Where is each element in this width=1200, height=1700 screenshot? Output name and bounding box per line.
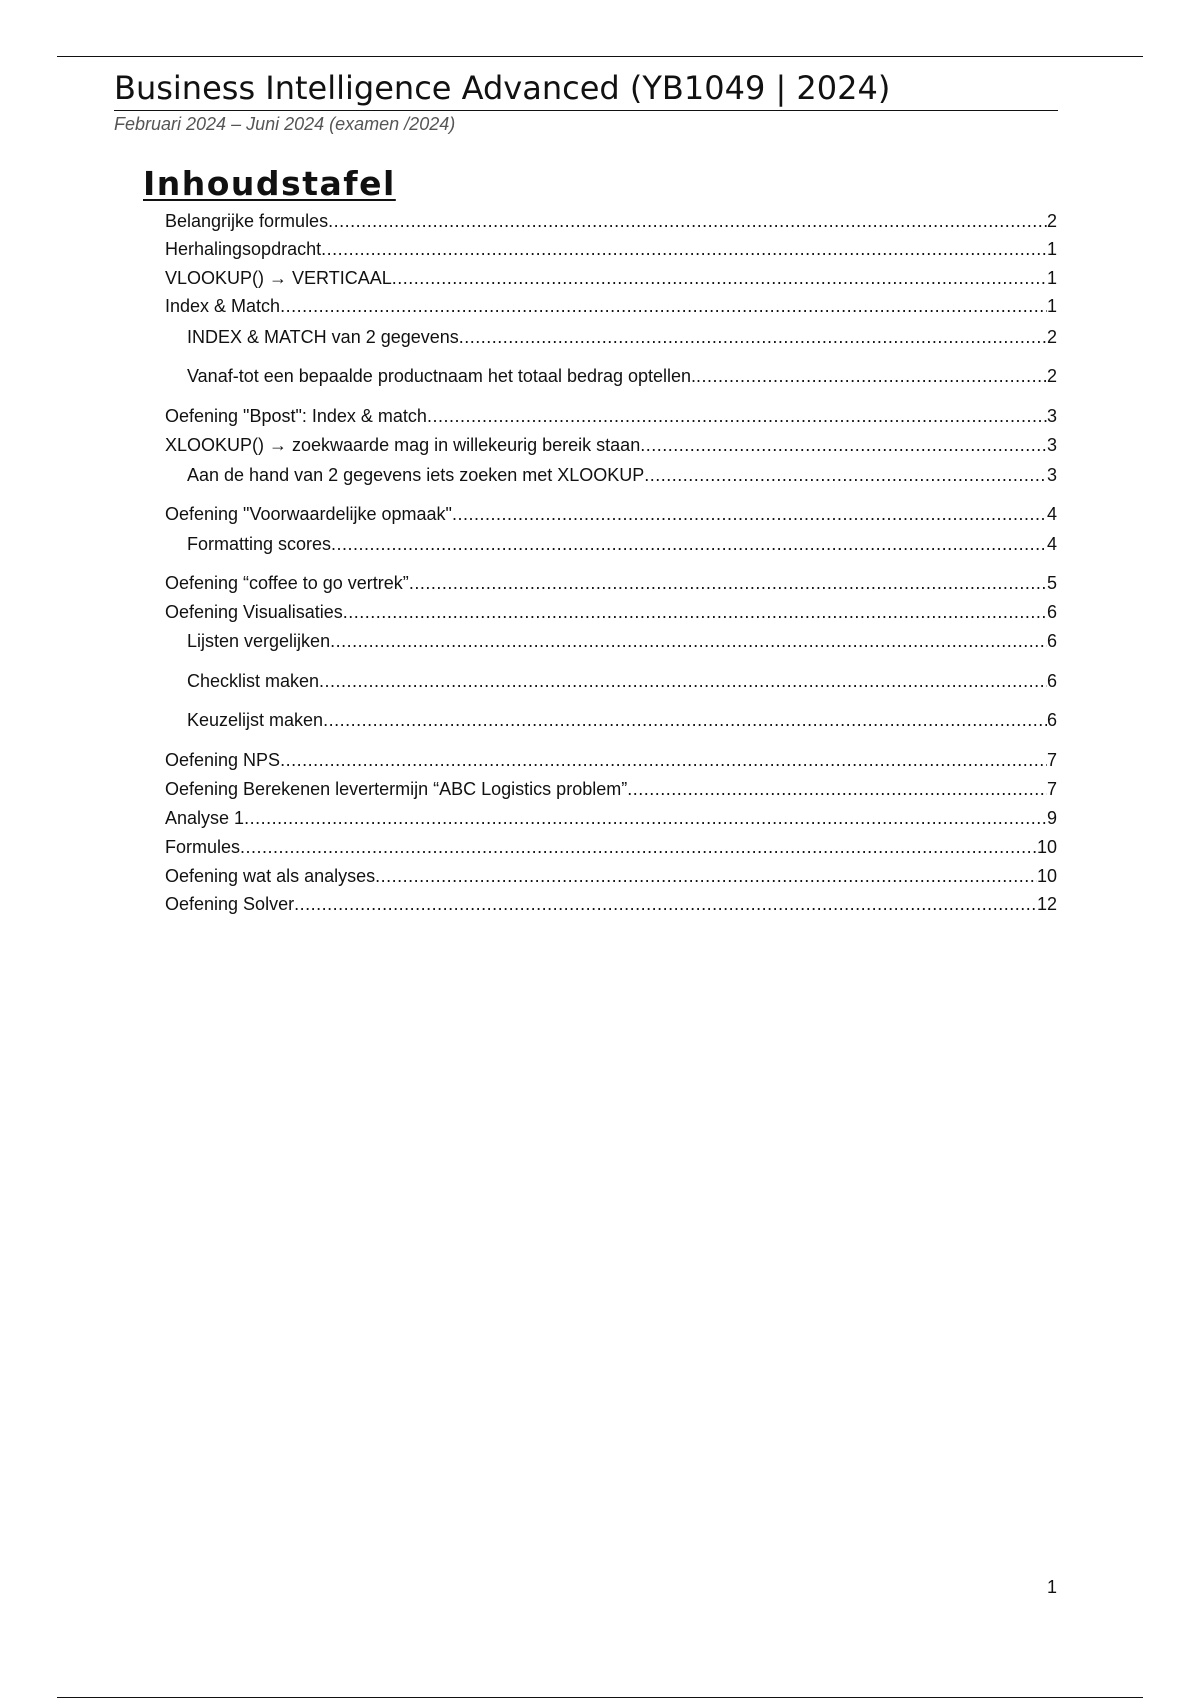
toc-entry[interactable] <box>165 294 1057 318</box>
toc-heading: Inhoudstafel <box>143 164 396 203</box>
toc-entry[interactable] <box>165 209 1057 233</box>
toc-dot-leader <box>640 433 1047 457</box>
toc-entry-page: 9 <box>1046 808 1057 828</box>
toc-entry[interactable] <box>187 629 1057 653</box>
page-number: 1 <box>1046 1577 1057 1597</box>
toc-entry-label: Oefening Solver <box>165 894 295 914</box>
toc-entry-page: 6 <box>1046 710 1057 730</box>
toc-entry[interactable] <box>187 364 1057 388</box>
toc-entry[interactable] <box>187 669 1057 693</box>
toc-entry[interactable] <box>165 502 1057 526</box>
toc-entry-label: Oefening NPS <box>165 750 281 770</box>
toc-dot-leader <box>240 835 1037 859</box>
toc-entry-label: Oefening wat als analyses <box>165 866 376 886</box>
toc-entry[interactable] <box>165 571 1057 595</box>
toc-entry[interactable] <box>165 404 1057 428</box>
page-bottom-rule <box>57 1697 1143 1698</box>
toc-entry-label: Checklist maken <box>187 671 320 691</box>
toc-entry-page: 10 <box>1036 837 1057 857</box>
toc-entry-label: Vanaf-tot een bepaalde productnaam het totaal bedrag optellen. <box>187 366 697 386</box>
toc-entry-label: XLOOKUP() → zoekwaarde mag in willekeurig bereik staan <box>165 435 641 455</box>
toc-entry-label: Oefening Berekenen levertermijn “ABC Logistics problem” <box>165 779 628 799</box>
toc-entry[interactable] <box>165 864 1057 888</box>
toc-entry-page: 5 <box>1046 573 1057 593</box>
toc-entry-label: Herhalingsopdracht <box>165 239 322 259</box>
toc-dot-leader <box>244 806 1047 830</box>
toc-entry[interactable] <box>165 237 1057 261</box>
toc-dot-leader <box>280 748 1047 772</box>
toc-entry-label: Analyse 1 <box>165 808 245 828</box>
toc-entry[interactable] <box>165 748 1057 772</box>
toc-dot-leader <box>330 629 1047 653</box>
toc-entry-page: 12 <box>1036 894 1057 914</box>
toc-dot-leader <box>409 571 1047 595</box>
toc-entry-page: 2 <box>1046 327 1057 347</box>
toc-entry-page: 2 <box>1046 366 1057 386</box>
toc-entry-label: Oefening "Voorwaardelijke opmaak" <box>165 504 452 524</box>
toc-entry[interactable] <box>165 835 1057 859</box>
toc-dot-leader <box>459 325 1047 349</box>
toc-entry[interactable] <box>165 433 1057 457</box>
toc-entry-label: Lijsten vergelijken <box>187 631 331 651</box>
toc-entry-page: 4 <box>1046 534 1057 554</box>
toc-entry-label: Oefening “coffee to go vertrek” <box>165 573 409 593</box>
toc-entry-page: 6 <box>1046 631 1057 651</box>
toc-entry-label: Oefening "Bpost": Index & match <box>165 406 427 426</box>
toc-dot-leader <box>280 294 1047 318</box>
toc-entry[interactable] <box>187 463 1057 487</box>
toc-entry-label: Formules <box>165 837 241 857</box>
toc-entry[interactable] <box>165 600 1057 624</box>
toc-entry-label: VLOOKUP() → VERTICAAL <box>165 268 392 288</box>
toc-entry[interactable] <box>165 806 1057 830</box>
toc-dot-leader <box>319 669 1047 693</box>
toc-entry-page: 2 <box>1046 211 1057 231</box>
toc-entry-page: 3 <box>1046 406 1057 426</box>
toc-entry-page: 6 <box>1046 602 1057 622</box>
toc-dot-leader <box>323 708 1047 732</box>
toc-dot-leader <box>375 864 1037 888</box>
toc-entry-page: 6 <box>1046 671 1057 691</box>
toc-dot-leader <box>427 404 1047 428</box>
page-top-rule <box>57 56 1143 57</box>
toc-dot-leader <box>328 209 1047 233</box>
toc-dot-leader <box>627 777 1047 801</box>
toc-entry-label: Oefening Visualisaties <box>165 602 343 622</box>
toc-entry-label: Keuzelijst maken <box>187 710 324 730</box>
toc-entry-page: 4 <box>1046 504 1057 524</box>
toc-dot-leader <box>452 502 1047 526</box>
toc-dot-leader <box>343 600 1047 624</box>
toc-dot-leader <box>294 892 1037 916</box>
toc-entry-label: INDEX & MATCH van 2 gegevens <box>187 327 459 347</box>
toc-dot-leader <box>331 532 1047 556</box>
document-subtitle: Februari 2024 – Juni 2024 (examen /2024) <box>114 114 456 134</box>
toc-entry-page: 10 <box>1036 866 1057 886</box>
toc-dot-leader <box>392 266 1047 290</box>
toc-entry-page: 1 <box>1046 296 1057 316</box>
toc-entry-label: Belangrijke formules <box>165 211 329 231</box>
toc-entry-label: Index & Match <box>165 296 281 316</box>
toc-entry-page: 1 <box>1046 239 1057 259</box>
toc-entry[interactable] <box>187 325 1057 349</box>
toc-entry-label: Aan de hand van 2 gegevens iets zoeken met XLOOKUP <box>187 465 645 485</box>
toc-entry-label: Formatting scores <box>187 534 332 554</box>
toc-entry[interactable] <box>165 892 1057 916</box>
toc-entry-page: 3 <box>1046 465 1057 485</box>
toc-dot-leader <box>644 463 1047 487</box>
toc-dot-leader <box>696 364 1047 388</box>
toc-entry[interactable] <box>165 266 1057 290</box>
document-title: Business Intelligence Advanced (YB1049 | 2024) <box>114 68 1058 111</box>
toc-entry[interactable] <box>165 777 1057 801</box>
toc-entry-page: 7 <box>1046 750 1057 770</box>
toc-entry-page: 3 <box>1046 435 1057 455</box>
toc-dot-leader <box>321 237 1047 261</box>
toc-entry[interactable] <box>187 532 1057 556</box>
toc-entry-page: 7 <box>1046 779 1057 799</box>
toc-entry-page: 1 <box>1046 268 1057 288</box>
toc-entry[interactable] <box>187 708 1057 732</box>
